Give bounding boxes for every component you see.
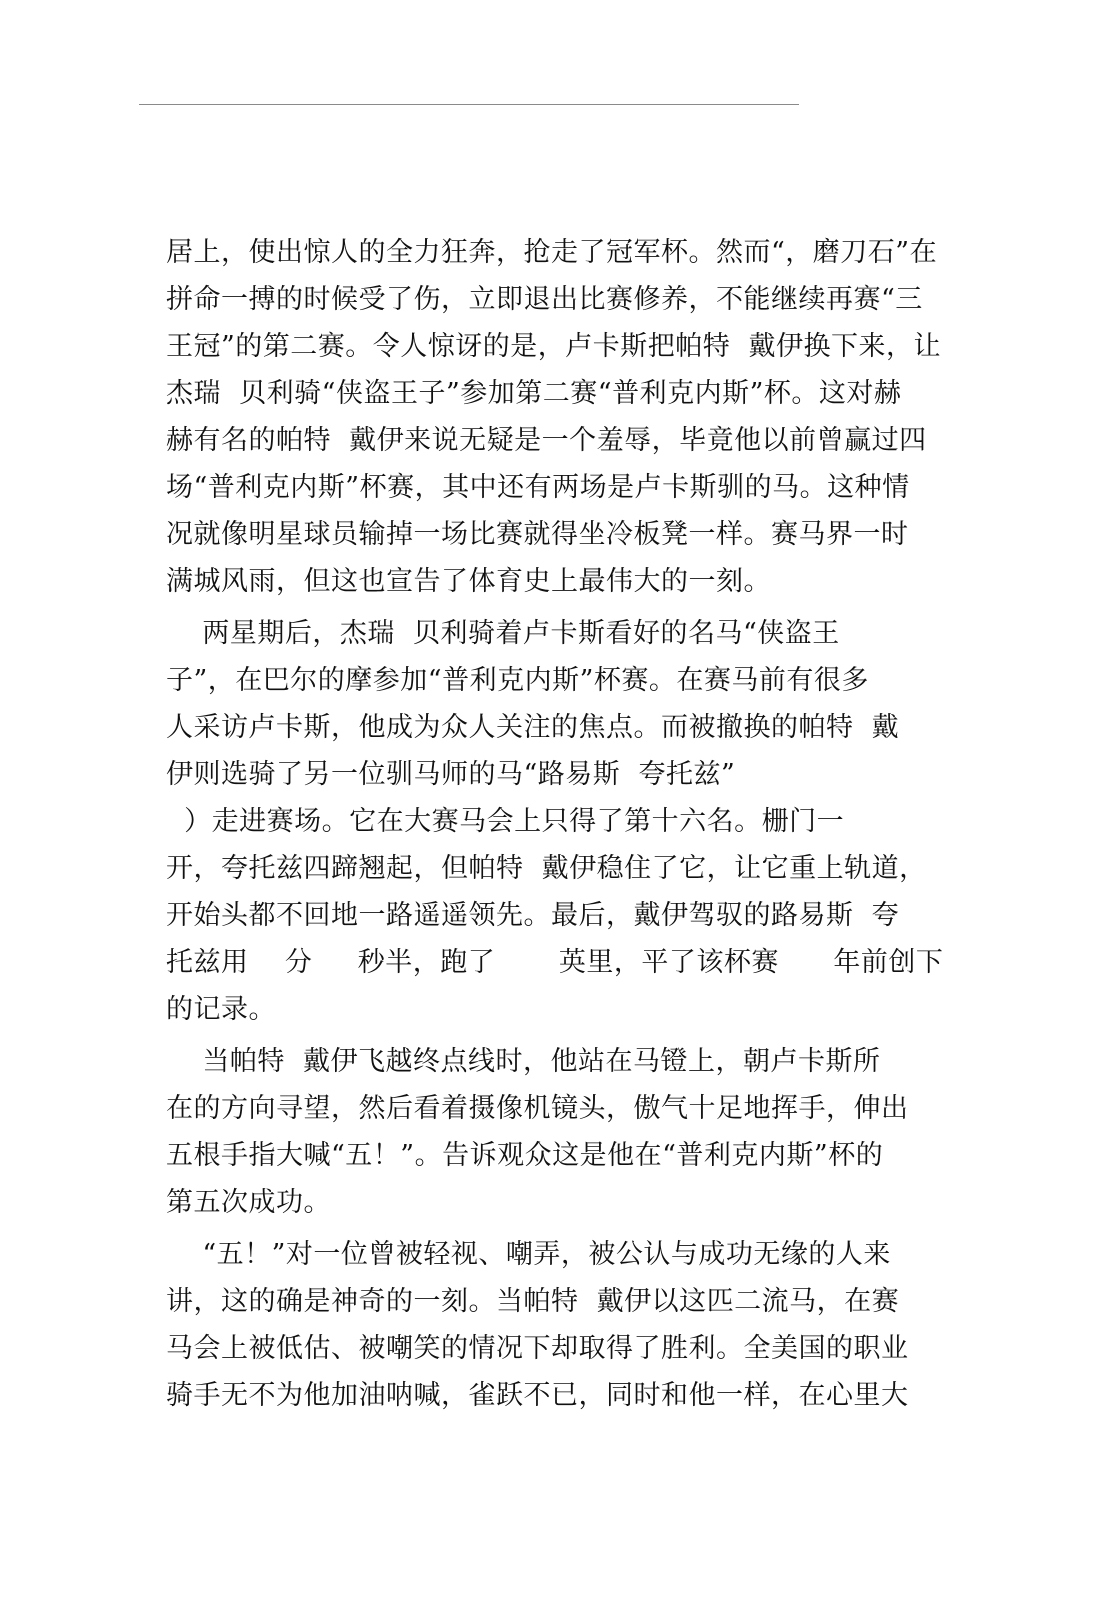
text-line: 赫有名的帕特 戴伊来说无疑是一个羞辱，毕竟他以前曾赢过四 [166, 425, 927, 456]
document-body [166, 229, 946, 1419]
paragraph-start-line: 两星期后，杰瑞 贝利骑着卢卡斯看好的名马“侠盗王 [166, 618, 840, 649]
text-line: 王冠”的第二赛。令人惊讶的是，卢卡斯把帕特 戴伊换下来，让 [166, 331, 941, 362]
text-line: 托兹用 分 秒半，跑了 英里，平了该杯赛 年前创下 [166, 947, 944, 978]
paragraph-start-line: “五！”对一位曾被轻视、嘲弄，被公认与成功无缘的人来 [166, 1239, 891, 1270]
header-rule [139, 104, 799, 105]
text-line: 伊则选骑了另一位驯马师的马“路易斯 夸托兹” [166, 759, 736, 790]
text-line: 开，夸托兹四蹄翘起，但帕特 戴伊稳住了它，让它重上轨道， [166, 853, 927, 884]
text-line: 第五次成功。 [166, 1187, 331, 1218]
paragraph-start-line: 当帕特 戴伊飞越终点线时，他站在马镫上，朝卢卡斯所 [166, 1046, 881, 1077]
text-line: 的记录。 [166, 994, 276, 1025]
text-line: 况就像明星球员输掉一场比赛就得坐冷板凳一样。赛马界一时 [166, 519, 909, 550]
text-line: 满城风雨，但这也宣告了体育史上最伟大的一刻。 [166, 566, 771, 597]
text-line: 骑手无不为他加油呐喊，雀跃不已，同时和他一样，在心里大 [166, 1380, 909, 1411]
text-line: 场“普利克内斯”杯赛，其中还有两场是卢卡斯驯的马。这种情 [166, 472, 910, 503]
text-line: 开始头都不回地一路遥遥领先。最后，戴伊驾驭的路易斯 夸 [166, 900, 900, 931]
text-line: ）走进赛场。它在大赛马会上只得了第十六名。栅门一 [166, 806, 845, 837]
text-line: 拼命一搏的时候受了伤，立即退出比赛修养，不能继续再赛“三 [166, 284, 923, 315]
text-line: 子”，在巴尔的摩参加“普利克内斯”杯赛。在赛马前有很多 [166, 665, 869, 696]
text-line: 居上，使出惊人的全力狂奔，抢走了冠军杯。然而“，磨刀石”在 [166, 237, 938, 268]
text-line: 人采访卢卡斯，他成为众人关注的焦点。而被撤换的帕特 戴 [166, 712, 900, 743]
text-line: 讲，这的确是神奇的一刻。当帕特 戴伊以这匹二流马，在赛 [166, 1286, 900, 1317]
text-line: 杰瑞 贝利骑“侠盗王子”参加第二赛“普利克内斯”杯。这对赫 [166, 378, 902, 409]
text-line: 五根手指大喊“五！”。告诉观众这是他在“普利克内斯”杯的 [166, 1140, 884, 1171]
text-line: 马会上被低估、被嘲笑的情况下却取得了胜利。全美国的职业 [166, 1333, 909, 1364]
text-line: 在的方向寻望，然后看着摄像机镜头，傲气十足地挥手，伸出 [166, 1093, 909, 1124]
